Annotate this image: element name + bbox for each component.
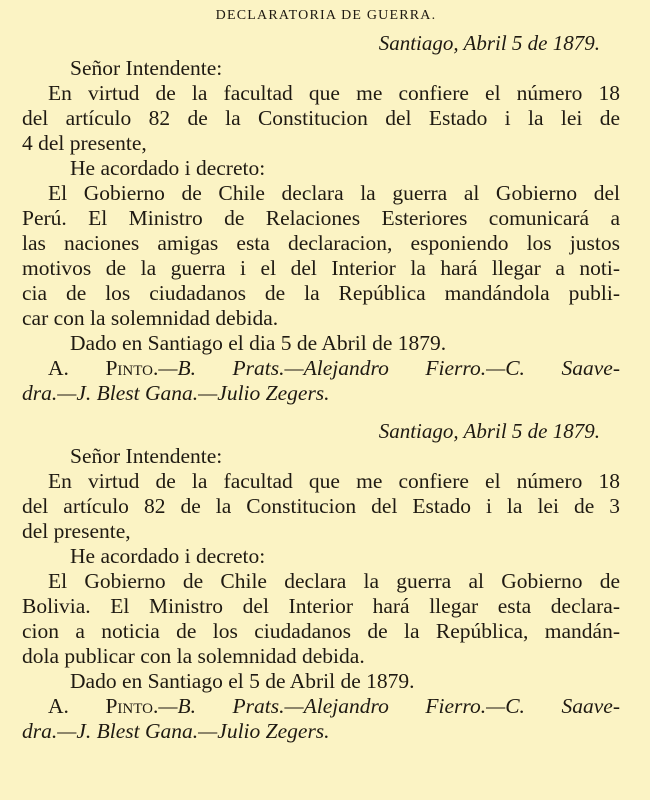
text-line: En virtud de la facultad que me confiere el número 18 [48,469,620,493]
text-line: cia de los ciudadanos de la República mandándola publi- [22,281,620,305]
decree-formula: He acordado i decreto: [70,156,266,180]
text-line: las naciones amigas esta declaracion, esponiendo los justos [22,231,620,255]
salutation: Señor Intendente: [70,444,223,468]
document-title: DECLARATORIA DE GUERRA. [215,8,437,23]
signature-line [22,356,620,381]
text-line: Perú. El Ministro de Relaciones Esteriores comunicará a [22,206,620,230]
text-line: El Gobierno de Chile declara la guerra al Gobierno del [48,181,620,205]
signatory-president: A. Pinto. [48,694,159,718]
text-line: El Gobierno de Chile declara la guerra al Gobierno de [48,569,620,593]
signatory-ministers: —B. Prats.—Alejandro Fierro.—C. Saave- [158,356,620,380]
decree-formula: He acordado i decreto: [70,544,266,568]
signatory-president: A. Pinto. [48,356,159,380]
decree-bolivia [22,418,620,744]
text-line: del presente, [22,519,131,543]
signature-line: dra.—J. Blest Gana.—Julio Zegers. [22,719,330,743]
paragraph-declaration [22,569,620,669]
text-line: cion a noticia de los ciudadanos de la República, mandán- [22,619,620,643]
paragraph-preamble [22,81,620,156]
salutation: Señor Intendente: [70,56,223,80]
decree-peru [22,30,620,406]
text-line: del artículo 82 de la Constitucion del Estado i la lei de 3 [22,494,620,518]
signatory-ministers: —B. Prats.—Alejandro Fierro.—C. Saave- [158,694,620,718]
paragraph-preamble [22,469,620,544]
signature-line [22,694,620,719]
dado-line: Dado en Santiago el dia 5 de Abril de 1879. [70,331,447,355]
dateline: Santiago, Abril 5 de 1879. [378,419,600,443]
text-line: motivos de la guerra i el del Interior la hará llegar a noti- [22,256,620,280]
text-line: del artículo 82 de la Constitucion del Estado i la lei de [22,106,620,130]
paragraph-declaration [22,181,620,331]
text-line: dola publicar con la solemnidad debida. [22,644,365,668]
text-line: 4 del presente, [22,131,147,155]
dado-line: Dado en Santiago el 5 de Abril de 1879. [70,669,415,693]
text-line: En virtud de la facultad que me confiere el número 18 [48,81,620,105]
dateline: Santiago, Abril 5 de 1879. [378,31,600,55]
text-line: car con la solemnidad debida. [22,306,279,330]
signature-line: dra.—J. Blest Gana.—Julio Zegers. [22,381,330,405]
text-line: Bolivia. El Ministro del Interior hará llegar esta declara- [22,594,620,618]
